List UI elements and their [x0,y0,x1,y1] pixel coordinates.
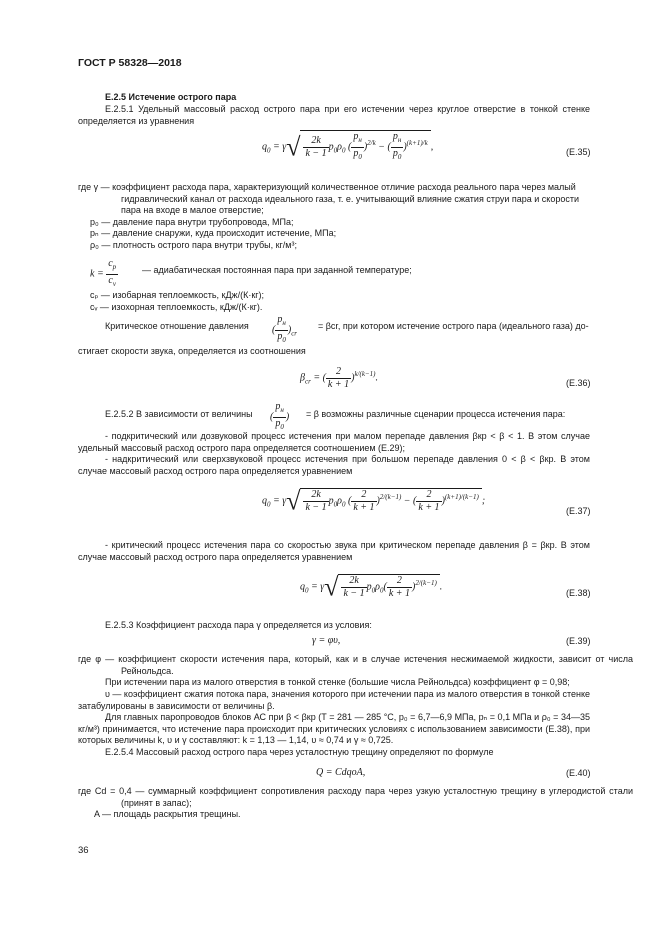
definition-cv: cᵥ — изохорная теплоемкость, кДж/(К·кг). [90,302,263,312]
critical-ratio-text-c: стигает скорости звука, определяется из соотношения [78,346,306,356]
equation-number-e36: (Е.36) [566,378,591,388]
paragraph-upsilon: υ — коэффициент сжатия потока пара, значения которого при истечении пара из малого отверстия в тонкой стенке затабулированы в зависимости от величины β. [78,689,590,711]
critical-ratio-text-a: Критическое отношение давления [105,321,249,331]
definition-rho: ρ₀ — плотность острого пара внутри трубы, кг/м³; [90,239,297,250]
beta-frac: ( $\frac{p_н}{p_0}$ ) [270,401,290,431]
equation-number-e35: (Е.35) [566,147,591,157]
definition-p0: p₀ — давление пара внутри трубопровода, МПа; [90,216,294,227]
document-header: ГОСТ Р 58328—2018 [78,57,182,69]
definition-phi: где φ — коэффициент скорости истечения пара, который, как и в случае истечения несжимаемой жидкости, зависит от числа Рейнольдса. [78,654,633,676]
paragraph-e252-b: = β возможны различные сценарии процесса истечения пара: [306,409,566,419]
paragraph-e251: Е.2.5.1 Удельный массовый расход острого пара при его истечении через круглое отверстие в тонкой стенке определяется из уравнения [78,104,590,126]
definition-cd: где Cd = 0,4 — суммарный коэффициент сопротивления расходу пара через узкую усталостную трещину в углеродистой стали (принят в запас); [78,786,633,808]
equation-number-e37: (Е.37) [566,506,591,516]
critical-ratio-text-b: = βcr, при котором истечение острого пара (идеального газа) до- [318,321,589,331]
equation-e35: $q_0 = \gamma√$ $\frac{2k}{k - 1}$ $p_0\rho_0$ ( $\frac{p_н}{p_0}$ )$^{2/k}$ − ( $\frac{p_н}{p_0}$ )$^{(k+1)/k}$ , [262,131,434,162]
definition-k: — адиабатическая постоянная пара при заданной температуре; [142,265,412,275]
critical-ratio-frac: ( $\frac{p_н}{p_0}$ )$_{cr}$ [272,314,298,344]
paragraph-critical: - критический процесс истечения пара со скоростью звука при критическом перепаде давления β = βкр. В этом случае массовый расход острого пара определяется уравнением [78,540,590,562]
definition-gamma: где γ — коэффициент расхода пара, характеризующий количественное отличие расхода реального пара через малый гидравлический канал от расхода идеального газа, т. е. учитывающий влияние сжатия струи пара и скорости пара на входе в малое отверстие; [78,182,579,216]
paragraph-e252-a: Е.2.5.2 В зависимости от величины [105,409,253,419]
definitions-e35 [78,182,590,252]
definition-cp: cₚ — изобарная теплоемкость, кДж/(К·кг); [90,290,265,300]
equation-e37: $q_0 = \gamma√$ $\frac{2k}{k - 1}$ $p_0\rho_0$ ( $\frac{2}{k + 1}$ )$^{2/(k-1)}$ − ( $\frac{2}{k + 1}$ )$^{(k+1)/(k-1)}$ ; [262,486,486,516]
paragraph-main-steamlines: Для главных паропроводов блоков АС при β < βкр (T = 281 — 285 °C, p₀ = 6,7—6,9 МПа, pₙ = 0,1 МПа и ρ₀ = 34—35 кг/м³) принимается, что истечение пара происходит при критических условиях с использованием зависимости (Е.38), при которых величины k, υ и γ составляют: k = 1,13 — 1,14, υ ≈ 0,74 и γ ≈ 0,725. [78,712,590,746]
page-number: 36 [78,845,89,856]
paragraph-e253: Е.2.5.3 Коэффициент расхода пара γ определяется из условия: [105,620,372,630]
definition-area: A — площадь раскрытия трещины. [94,809,241,819]
section-title: Е.2.5 Истечение острого пара [105,92,237,102]
equation-e40: Q = CdqoA, [316,767,366,778]
equation-number-e38: (Е.38) [566,588,591,598]
equation-e39: γ = φυ, [312,635,341,646]
equation-number-e40: (Е.40) [566,768,591,778]
equation-number-e39: (Е.39) [566,636,591,646]
paragraph-supercritical: - надкритический или сверхзвуковой процесс истечения при большом перепаде давления 0 < β < βкр. В этом случае массовый расход острого пара определяется уравнением [78,454,590,476]
equation-k: k = $\frac{c_p}{c_v}$ [90,258,117,288]
equation-e36: $\beta_{cr}$ = ( $\frac{2}{k + 1}$ )$^{k/(k-1)}$. [300,366,378,390]
paragraph-phi-value: При истечении пара из малого отверстия в тонкой стенке (большие числа Рейнольдса) коэффициент φ = 0,98; [105,677,570,687]
paragraph-subcritical: - подкритический или дозвуковой процесс истечения при малом перепаде давления βкр < β < 1. В этом случае удельный массовый расход острого пара определяется соотношением (Е.29); [78,431,590,453]
paragraph-e254: Е.2.5.4 Массовый расход острого пара через усталостную трещину определяют по формуле [105,747,494,757]
definition-pn: pₙ — давление снаружи, куда происходит истечение, МПа; [90,228,337,239]
equation-e38: $q_0 = \gamma√$ $\frac{2k}{k - 1}$ $p_0\rho_0$( $\frac{2}{k + 1}$ )$^{2/(k-1)}$ . [300,572,443,602]
